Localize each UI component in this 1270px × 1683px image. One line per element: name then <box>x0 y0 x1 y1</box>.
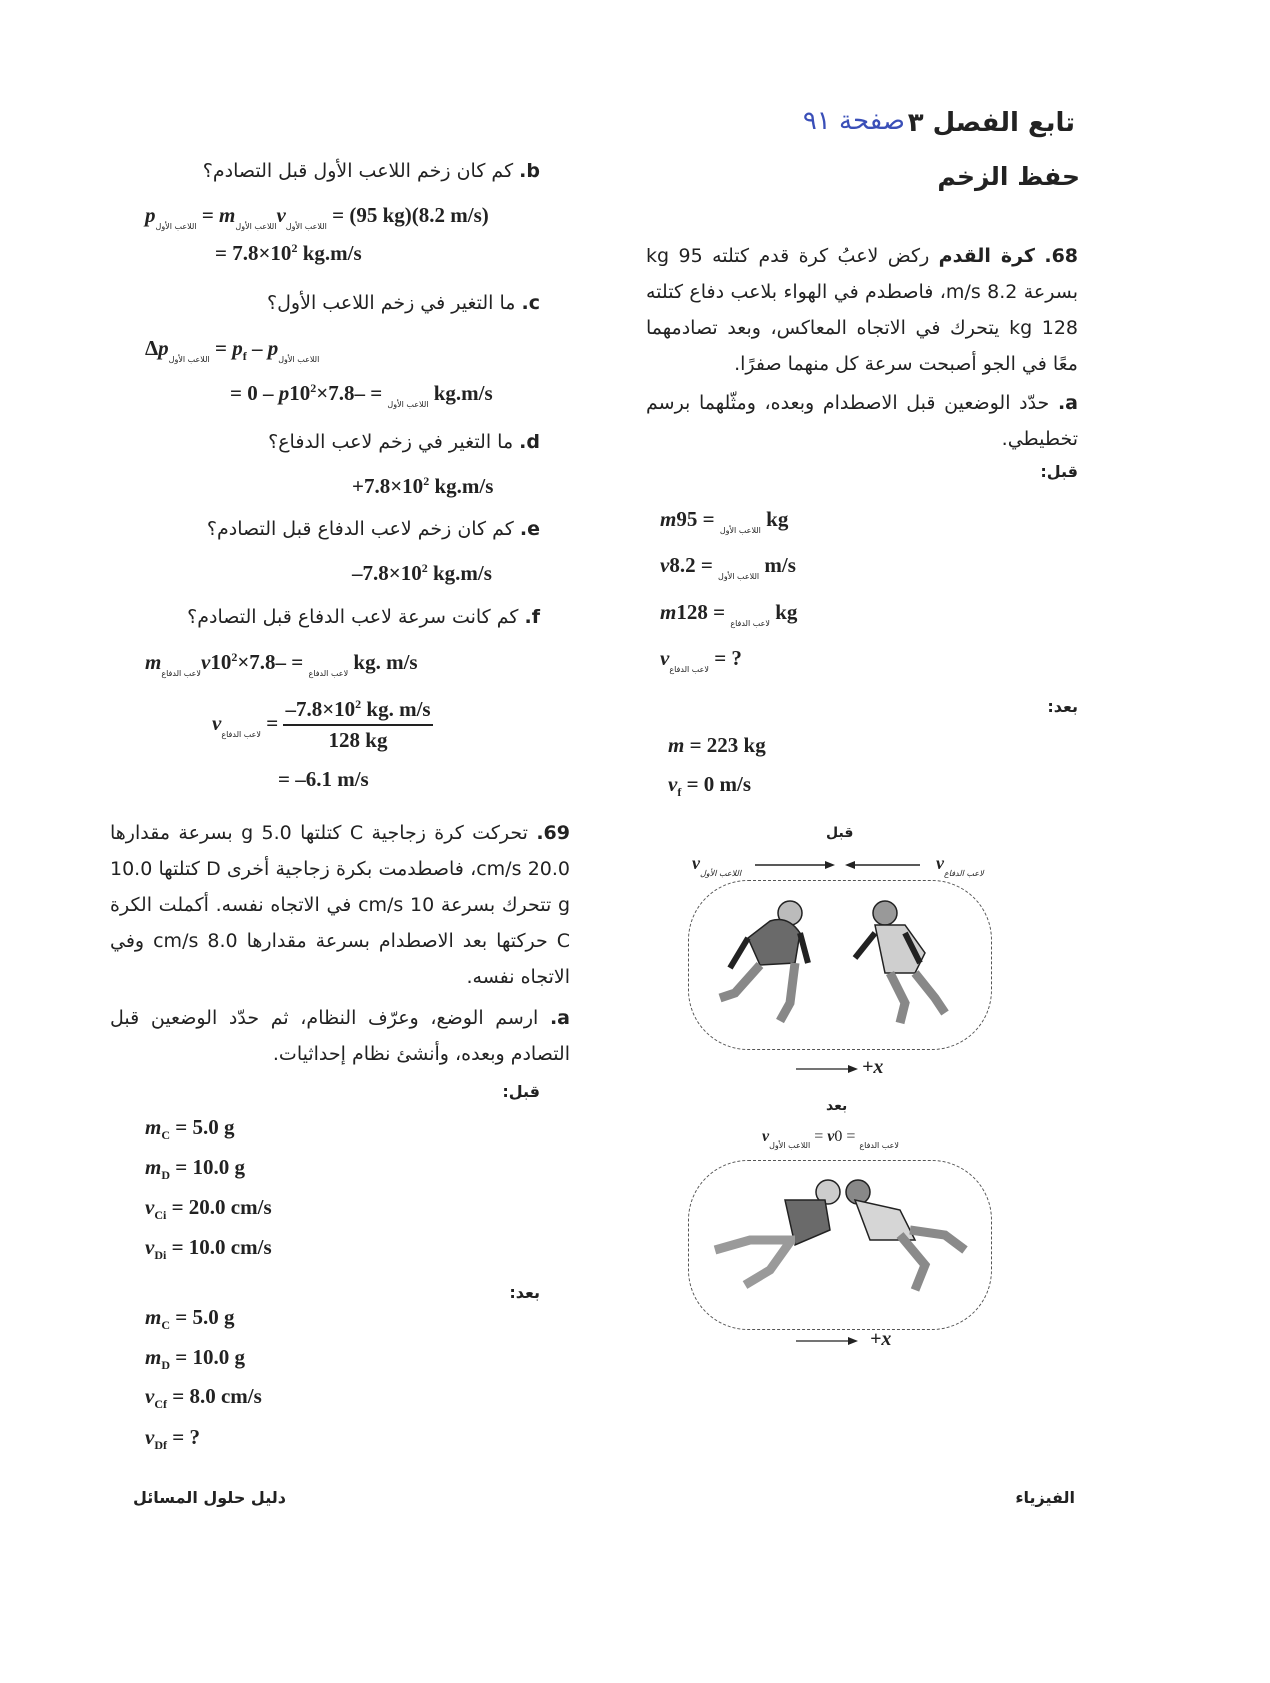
eq-m-player1: m $_{اللاعب الأول}$ = 95 kg <box>660 507 789 535</box>
value: = 95 kg <box>676 507 789 531</box>
numerator <box>283 697 432 726</box>
equals-sign: = <box>814 1128 824 1145</box>
part-text: كم كان زخم اللاعب الأول قبل التصادم؟ <box>202 160 514 182</box>
part-label: f. <box>524 606 540 628</box>
football-players-before-image <box>700 893 980 1033</box>
part-text: ما التغير في زخم اللاعب الأول؟ <box>267 292 516 314</box>
eq-f-momentum: $m_{لاعب الدفاع}v$ $_{لاعب الدفاع} = -7.8\times 10^2$ kg. m/s <box>145 650 418 678</box>
question-68-part-e <box>207 518 540 540</box>
value: = ? <box>172 1425 200 1449</box>
value: = 10.0 g <box>175 1345 245 1369</box>
v-defender-label: $v_{لاعب الدفاع}$ <box>936 853 984 878</box>
after-label: بعد: <box>1047 697 1078 716</box>
chapter-continued: تابع الفصل ٣ <box>907 108 1075 138</box>
subscript: اللاعب الأول <box>235 222 277 231</box>
x-axis-arrow-after <box>796 1334 858 1348</box>
eq-v-final: $v_f = 0$ m/s <box>668 772 752 799</box>
denominator: 128 kg <box>328 728 388 752</box>
subscript: اللاعب الأول <box>719 526 761 535</box>
figure-before-label: قبل <box>826 825 854 841</box>
x-axis-label-after: +x <box>870 1328 892 1350</box>
eq-mD-after: $m_D = 10.0$ g <box>145 1345 245 1372</box>
exponent: 2 <box>310 381 317 395</box>
eq-mC-before: $m_C = 5.0$ g <box>145 1115 235 1142</box>
eq-f-result: = –6.1 m/s <box>278 767 369 791</box>
unit: kg.m/s <box>434 474 494 498</box>
eq-vCf: $v_{Cf} = 8.0$ cm/s <box>145 1384 262 1411</box>
q69-before-label: قبل: <box>502 1082 540 1101</box>
part-label: a. <box>549 1007 570 1029</box>
player1-collision-figure <box>715 1180 840 1285</box>
value: = 8.2 m/s <box>669 553 796 577</box>
value: = 8.0 cm/s <box>172 1384 262 1408</box>
subscript: اللاعب الأول <box>168 355 210 364</box>
value: –7.8×10 <box>285 697 356 721</box>
subscript: لاعب الدفاع <box>308 669 349 678</box>
axis-arrowhead <box>848 1337 858 1345</box>
eq-vDf: $v_{Df}$ = ? <box>145 1425 200 1452</box>
eq-e-result <box>352 561 492 586</box>
unit: kg. m/s <box>366 697 431 721</box>
eq-mD-before: $m_D = 10.0$ g <box>145 1155 245 1182</box>
axis-arrowhead <box>848 1065 858 1073</box>
section-title: حفظ الزخم <box>937 162 1080 191</box>
part-label: c. <box>521 292 540 314</box>
exponent: 2 <box>421 561 428 575</box>
player2-figure <box>855 901 945 1023</box>
part-text: كم كان زخم لاعب الدفاع قبل التصادم؟ <box>206 518 514 540</box>
question-text: تحركت كرة زجاجية C كتلتها 5.0 g بسرعة مقدارها 20.0 cm/s، فاصطدمت بكرة زجاجية أخرى D كتلتها 10.0 g تتحرك بسرعة 10 cm/s في الاتجاه نفسه. أكملت الكرة C حركتها بعد الاصطدام بسرعة مقدارها 8.0 cm/s وفي الاتجاه نفسه. <box>110 822 571 988</box>
eq-vCi: $v_{Ci} = 20.0$ cm/s <box>145 1195 272 1222</box>
eq-vDi: $v_{Di} = 10.0$ cm/s <box>145 1235 272 1262</box>
value: –7.8×10 <box>352 561 422 585</box>
exponent: 2 <box>231 650 238 664</box>
subscript: لاعب الدفاع <box>221 729 261 739</box>
value: = –7.8×10 <box>210 650 304 674</box>
player2-collision-figure <box>846 1180 965 1290</box>
value: = (95 kg)(8.2 m/s) <box>332 203 489 227</box>
eq-m-defender: m $_{لاعب الدفاع}$ = 128 kg <box>660 600 798 628</box>
value: = 20.0 cm/s <box>171 1195 272 1219</box>
subscript: لاعب الدفاع <box>730 619 770 628</box>
value: = 223 kg <box>689 733 766 757</box>
value: = 5.0 g <box>175 1305 235 1329</box>
value: = 0 – <box>230 381 279 405</box>
eq-m-total: m = 223 kg <box>668 733 766 757</box>
q69-after-label: بعد: <box>509 1283 540 1302</box>
subscript: لاعب الدفاع <box>859 1141 899 1150</box>
subscript: اللاعب الأول <box>700 869 742 878</box>
part-text: حدّد الوضعين قبل الاصطدام وبعده، ومثّلهما برسم تخطيطي. <box>646 392 1078 450</box>
value: = –7.8×10 <box>289 381 383 405</box>
value: = 0 <box>834 1128 856 1145</box>
exponent: 2 <box>423 474 430 488</box>
page-reference: صفحة ٩١ <box>802 106 905 136</box>
part-label: d. <box>519 431 540 453</box>
football-players-after-image <box>700 1170 980 1310</box>
v-player1-label: $v_{اللاعب الأول}$ <box>692 853 742 878</box>
question-title: كرة القدم <box>938 245 1035 267</box>
eq-mC-after: $m_C = 5.0$ g <box>145 1305 235 1332</box>
value: +7.8×10 <box>352 474 424 498</box>
question-number: 69. <box>536 822 570 844</box>
question-68-part-f <box>187 606 540 628</box>
part-label: e. <box>519 518 540 540</box>
unit: kg.m/s <box>432 561 492 585</box>
subscript: اللاعب الأول <box>155 222 197 231</box>
figure-after-label: بعد <box>826 1098 848 1114</box>
eq-v-player1: v $_{اللاعب الأول}$ = 8.2 m/s <box>660 553 796 581</box>
part-text: ارسم الوضع، وعرّف النظام، ثم حدّد الوضعين قبل التصادم وبعده، وأنشئ نظام إحداثيات. <box>110 1007 570 1065</box>
subscript: لاعب الدفاع <box>944 869 984 878</box>
eq-c-delta: $\Delta p_{اللاعب الأول} = p_f - p_{اللاعب الأول}$ <box>145 336 320 364</box>
velocity-arrows <box>755 858 925 872</box>
part-text: ما التغير في زخم لاعب الدفاع؟ <box>268 431 514 453</box>
question-68 <box>646 238 1078 382</box>
question-68-part-a <box>646 385 1078 457</box>
value: = 10.0 g <box>175 1155 245 1179</box>
question-text: ركض لاعبُ كرة قدم كتلته 95 kg بسرعة 8.2 m/s، فاصطدم في الهواء بلاعب دفاع كتلته 128 kg يتحرك في الاتجاه المعاكس، وبعد تصادمهما معًا في الجو أصبحت سرعة كل منهما صفرًا. <box>646 245 1078 375</box>
subscript: اللاعب الأول <box>285 222 327 231</box>
exponent: 2 <box>291 241 298 255</box>
eq-b-momentum: $p_{اللاعب الأول} = m_{اللاعب الأول}v_{اللاعب الأول} = (95$ kg)(8.2 m/s) <box>145 203 489 231</box>
eq-c-result: = 0 – p $_{اللاعب الأول} = -7.8\times 10^2$ kg.m/s <box>230 381 493 409</box>
player1-figure <box>720 901 808 1021</box>
value: = 7.8×10 <box>215 241 292 265</box>
footer-subject: الفيزياء <box>1015 1488 1075 1507</box>
value: = 5.0 g <box>175 1115 235 1139</box>
subscript: اللاعب الأول <box>718 572 760 581</box>
x-axis-label-before: +x <box>862 1056 884 1078</box>
arrow-right-head <box>825 861 835 869</box>
question-number: 68. <box>1044 245 1079 267</box>
part-label: a. <box>1057 392 1078 414</box>
value: = 128 kg <box>676 600 798 624</box>
exponent: 2 <box>355 697 362 711</box>
fraction <box>283 697 432 753</box>
footer-guide-title: دليل حلول المسائل <box>133 1488 286 1507</box>
subscript: لاعب الدفاع <box>161 669 201 678</box>
eq-v-defender: $v_{لاعب الدفاع}$ = ? <box>660 646 742 674</box>
x-axis-arrow-before <box>796 1062 858 1076</box>
question-68-part-c <box>267 292 540 314</box>
question-68-part-b <box>203 160 540 182</box>
subscript: لاعب الدفاع <box>669 665 709 674</box>
subscript: اللاعب الأول <box>278 355 320 364</box>
arrow-left-head <box>845 861 855 869</box>
eq-f-fraction: $v_{لاعب الدفاع}$ = $\frac{-7.8\times 10^2 kg. m/s}{128 kg}$ <box>212 697 431 752</box>
unit: kg. m/s <box>353 650 418 674</box>
question-69 <box>110 815 570 995</box>
unit: kg.m/s <box>433 381 493 405</box>
value: = 10.0 cm/s <box>171 1235 272 1259</box>
part-label: b. <box>519 160 540 182</box>
before-label: قبل: <box>1040 462 1078 481</box>
part-text: كم كانت سرعة لاعب الدفاع قبل التصادم؟ <box>187 606 519 628</box>
eq-d-result <box>352 474 493 499</box>
question-68-part-d <box>268 431 540 453</box>
value: = 0 m/s <box>686 772 752 796</box>
value: = ? <box>714 646 742 670</box>
unit: kg.m/s <box>302 241 362 265</box>
eq-b-result <box>215 241 362 266</box>
subscript: اللاعب الأول <box>387 400 429 409</box>
subscript: اللاعب الأول <box>769 1141 811 1150</box>
after-velocity-equation: $v_{اللاعب الأول} = v_{لاعب الدفاع} = 0$ <box>762 1128 899 1150</box>
question-69-part-a <box>110 1000 570 1072</box>
